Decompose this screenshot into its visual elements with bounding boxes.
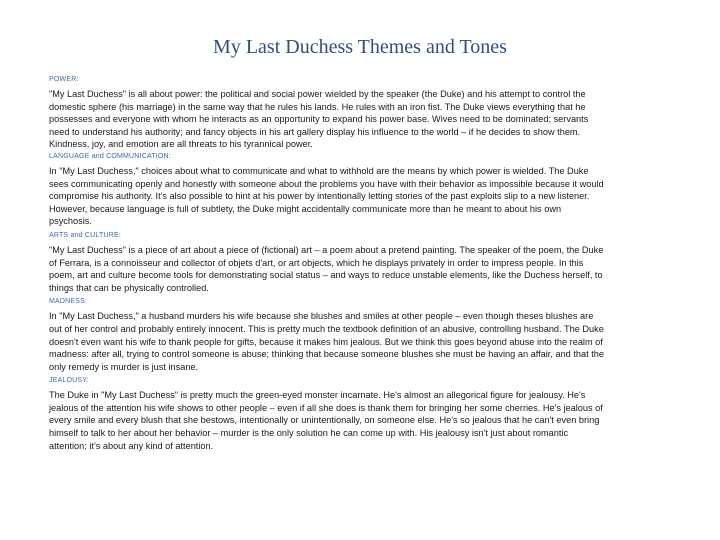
section-label: POWER:	[49, 76, 79, 83]
section-madness	[49, 298, 605, 373]
section-language-communication	[49, 153, 605, 228]
section-arts-culture	[49, 232, 605, 294]
section-jealousy	[49, 377, 605, 452]
section-text: In "My Last Duchess," a husband murders his wife because she blushes and smiles at other people – even though theses blushes are out of her control and probably entirely innocent. This is pretty much the textbook definition of an abusive, controlling husband. The Duke doesn't even want his wife to thank people for gifts, because it makes him jealous. But we think this goes beyond abuse into the realm of madness: after all, trying to control someone is abuse; thinking that because someone blushes she must be having an affair, and that the only remedy is murder is just insane.	[49, 311, 604, 372]
section-text: The Duke in "My Last Duchess" is pretty much the green-eyed monster incarnate. He's almost an allegorical figure for jealousy. He's jealous of the attention his wife shows to other people – even if all she does is thank them for bringing her some cherries. He's jealous of every smile and every blush that she bestows, intentionally or unintentionally, on someone else. He's so jealous that he can't even bring himself to talk to her about her behavior – murder is the only solution he can come up with. His jealousy isn't just about romantic attention; it's about any kind of attention.	[49, 390, 603, 451]
section-text: In "My Last Duchess," choices about what to communicate and what to withhold are the means by which power is wielded. The Duke sees communicating openly and honestly with someone about the problems you have with their behavior as impossible because it would compromise his authority. It's also possible to hint at his power by intentionally letting stories of the past exploits slip to a new listener. However, because language is full of subtlety, the Duke might accidentally communicate more than he meant to about his own psychosis.	[49, 165, 604, 227]
section-text: "My Last Duchess" is all about power: the political and social power wielded by the speaker (the Duke) and his attempt to control the domestic sphere (his marriage) in the same way that he rules his lands. He rules with an iron fist. The Duke views everything that he possesses and everyone with whom he interacts as an opportunity to expand his power base. Wives need to be dominated; servants need to understand his authority; and fancy objects in his art gallery display his influence to the world – if he decides to show them. Kindness, joy, and emotion are all threats to his tyrannical power.	[49, 89, 589, 150]
section-text: "My Last Duchess" is a piece of art about a piece of (fictional) art – a poem about a pretend painting. The speaker of the poem, the Duke of Ferrara, is a connoisseur and collector of objets d'art, or art objects, which he displays privately in order to impress people. In this poem, art and culture become tools for demonstrating social status – and ways to reduce unstable elements, like the Duchess herself, to things that can be physically controlled.	[49, 244, 604, 293]
page-title: My Last Duchess Themes and Tones	[213, 36, 507, 58]
section-power	[49, 76, 605, 151]
section-label: MADNESS:	[49, 298, 88, 306]
section-label: LANGUAGE and COMMUNICATION:	[49, 152, 171, 160]
content-body	[49, 76, 605, 456]
section-label: JEALOUSY:	[49, 377, 89, 385]
section-label: ARTS and CULTURE:	[49, 231, 121, 239]
